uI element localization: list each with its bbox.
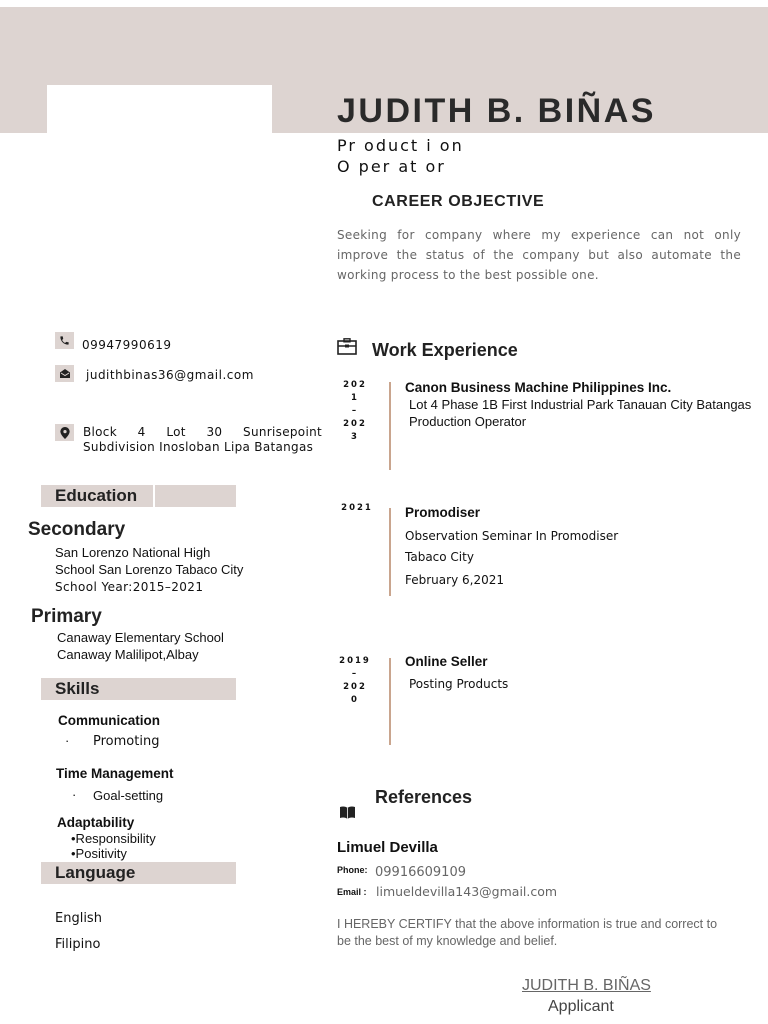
reference-email-label: Email : [337,887,367,897]
secondary-line3: School Year:2015–2021 [55,580,204,594]
year-part: 202 [343,380,367,390]
job2-years [341,502,373,515]
secondary-line1: San Lorenzo National High [55,545,211,560]
reference-email: limueldevilla143@gmail.com [376,884,558,899]
contact-phone: 09947990619 [82,338,172,352]
skill-item-promoting: Promoting [93,734,160,749]
job-role-line2: O per at or [337,157,446,176]
education-title: Education [55,486,138,505]
contact-email: judithbinas36@gmail.com [86,368,254,382]
job3-line1: Posting Products [409,677,509,691]
language-title: Language [55,863,136,882]
year-part: 202 [343,419,367,429]
skill-bullet: · [72,787,77,802]
mail-icon [55,365,74,382]
certification-statement: I HEREBY CERTIFY that the above information is true and correct to be the best of my knowledge and belief. [337,917,718,948]
timeline-line [389,658,391,745]
year-part: 202 [343,682,367,692]
reference-phone-label: Phone: [337,865,368,875]
education-band-gap [153,485,155,507]
job1-line2: Production Operator [409,414,527,429]
job3-years [339,655,371,707]
job2-line1: Observation Seminar In Promodiser [405,529,619,543]
job1-line1: Lot 4 Phase 1B First Industrial Park Tanauan City Batangas [409,397,752,412]
work-experience-title: Work Experience [372,340,518,360]
career-objective-title: CAREER OBJECTIVE [372,193,545,210]
briefcase-icon [337,338,357,359]
skill-item-positivity: •Positivity [71,846,127,861]
year-part: 2019 [339,656,371,666]
year-part: 3 [351,432,359,442]
year-part: – [351,406,359,416]
secondary-line2: School San Lorenzo Tabaco City [55,562,244,577]
book-icon [339,805,356,824]
reference-name: Limuel Devilla [337,839,438,856]
location-pin-icon [55,424,74,441]
skill-group-time-management: Time Management [56,766,174,781]
applicant-name: JUDITH B. BIÑAS [337,92,656,130]
signature-name: JUDITH B. BIÑAS [522,977,651,994]
primary-line2: Canaway Malilipot,Albay [57,647,199,662]
year-part: – [351,669,359,679]
primary-title: Primary [31,606,102,627]
skill-group-communication: Communication [58,713,161,728]
language-filipino: Filipino [55,937,101,952]
skill-item-goal-setting: Goal-setting [93,788,164,803]
skill-group-adaptability: Adaptability [57,815,135,830]
secondary-title: Secondary [28,519,126,540]
year-part: 2021 [341,503,373,513]
job2-title: Promodiser [405,505,481,520]
references-title: References [375,787,473,807]
contact-address: Block 4 Lot 30 Sunrisepoint Subdivision Inosloban Lipa Batangas [83,425,322,454]
skill-item-responsibility: •Responsibility [71,831,156,846]
skill-bullet: · [65,733,70,748]
photo-placeholder [47,85,272,133]
job1-years [341,379,369,444]
timeline-line [389,382,391,470]
skills-title: Skills [55,679,100,698]
primary-line1: Canaway Elementary School [57,630,224,645]
job2-line2: Tabaco City [405,550,474,564]
job3-title: Online Seller [405,654,488,669]
career-objective-text: Seeking for company where my experience can not only improve the status of the company but also automate the working process to the best possible one. [337,228,741,282]
job-role-line1: Pr oduct i on [337,136,464,155]
year-part: 0 [351,695,359,705]
language-english: English [55,911,102,926]
phone-icon [55,332,74,349]
job1-title: Canon Business Machine Philippines Inc. [405,380,672,395]
signature-role: Applicant [548,998,614,1015]
year-part: 1 [351,393,359,403]
reference-phone: 09916609109 [375,865,466,880]
timeline-line [389,508,391,596]
job2-line3: February 6,2021 [405,573,504,587]
